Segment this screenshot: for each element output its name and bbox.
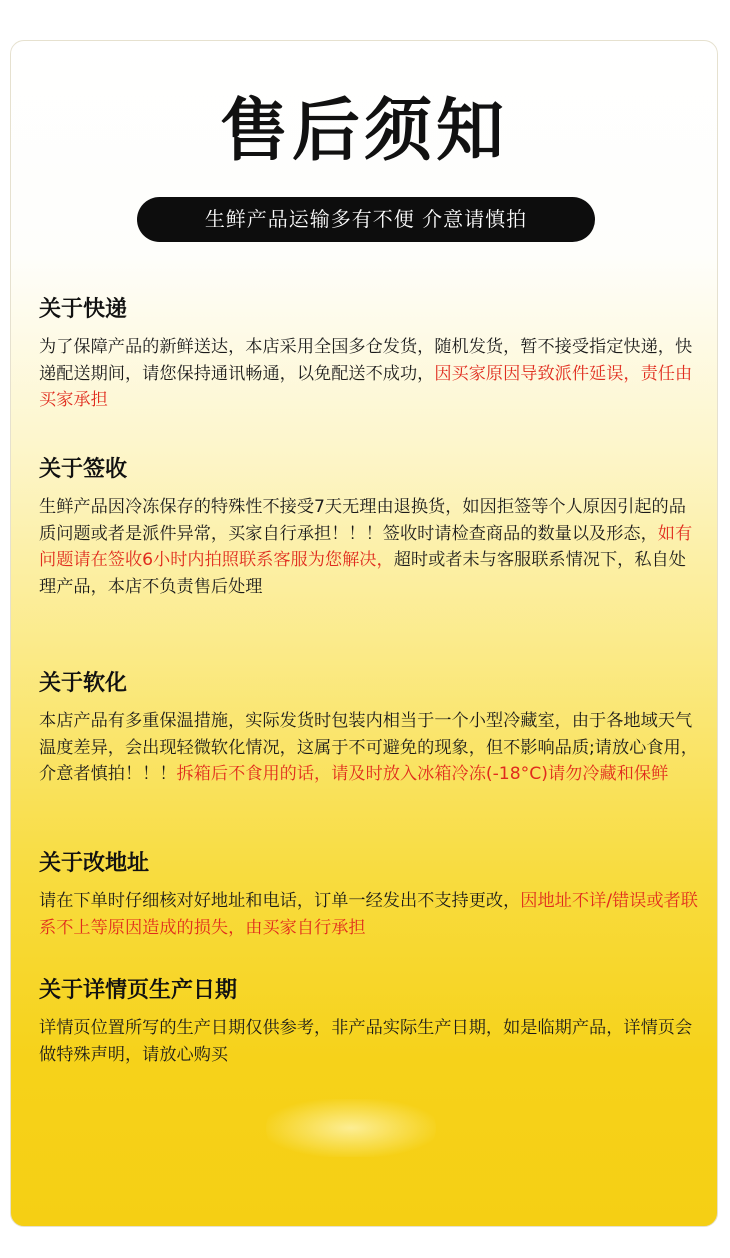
section-heading: 关于改地址 — [39, 851, 150, 876]
section-express — [39, 295, 699, 414]
section-heading: 关于快递 — [39, 297, 128, 322]
tail-text: 超时或者未与客服联系情况下，私自处理产品，本店不负责售后处理 — [39, 550, 686, 597]
notice-card — [10, 40, 718, 1227]
highlight-text: 因地址不详/错误或者联系不上等原因造成的损失，由买家自行承担 — [39, 891, 698, 938]
section-body — [39, 334, 699, 414]
section-signing — [39, 455, 699, 600]
body-text: 请在下单时仔细核对好地址和电话，订单一经发出不支持更改， — [39, 891, 521, 911]
body-text: 生鲜产品因冷冻保存的特殊性不接受7天无理由退换货，如因拒签等个人原因引起的品质问题或者是派件异常，买家自行承担！！！签收时请检查商品的数量以及形态， — [39, 497, 686, 544]
section-heading: 关于签收 — [39, 457, 128, 482]
section-body — [39, 494, 699, 600]
highlight-text: 因买家原因导致派件延误，责任由买家承担 — [39, 363, 693, 410]
section-body — [39, 1015, 699, 1068]
highlight-text: 如有问题请在签收6小时内拍照联系客服为您解决， — [39, 523, 693, 570]
body-text: 为了保障产品的新鲜送达，本店采用全国多仓发货，随机发货，暂不接受指定快递，快递配送期间，请您保持通讯畅通，以免配送不成功， — [39, 337, 693, 384]
section-body — [39, 888, 699, 941]
section-address-change — [39, 849, 699, 941]
body-text: 详情页位置所写的生产日期仅供参考，非产品实际生产日期，如是临期产品，详情页会做特殊声明，请放心购买 — [39, 1018, 693, 1065]
section-softening — [39, 669, 699, 788]
section-production-date — [39, 976, 699, 1068]
light-glare — [266, 1099, 436, 1157]
section-body — [39, 708, 699, 788]
warning-banner: 生鲜产品运输多有不便 介意请慎拍 — [137, 197, 595, 242]
highlight-text: 拆箱后不食用的话，请及时放入冰箱冷冻(-18°C)请勿冷藏和保鲜 — [176, 764, 669, 784]
page-title: 售后须知 — [219, 92, 508, 171]
section-heading: 关于软化 — [39, 671, 128, 696]
body-text: 本店产品有多重保温措施，实际发货时包装内相当于一个小型冷藏室，由于各地域天气温度差异，会出现轻微软化情况，这属于不可避免的现象，但不影响品质;请放心食用，介意者慎拍！！！ — [39, 711, 698, 784]
section-heading: 关于详情页生产日期 — [39, 978, 238, 1003]
